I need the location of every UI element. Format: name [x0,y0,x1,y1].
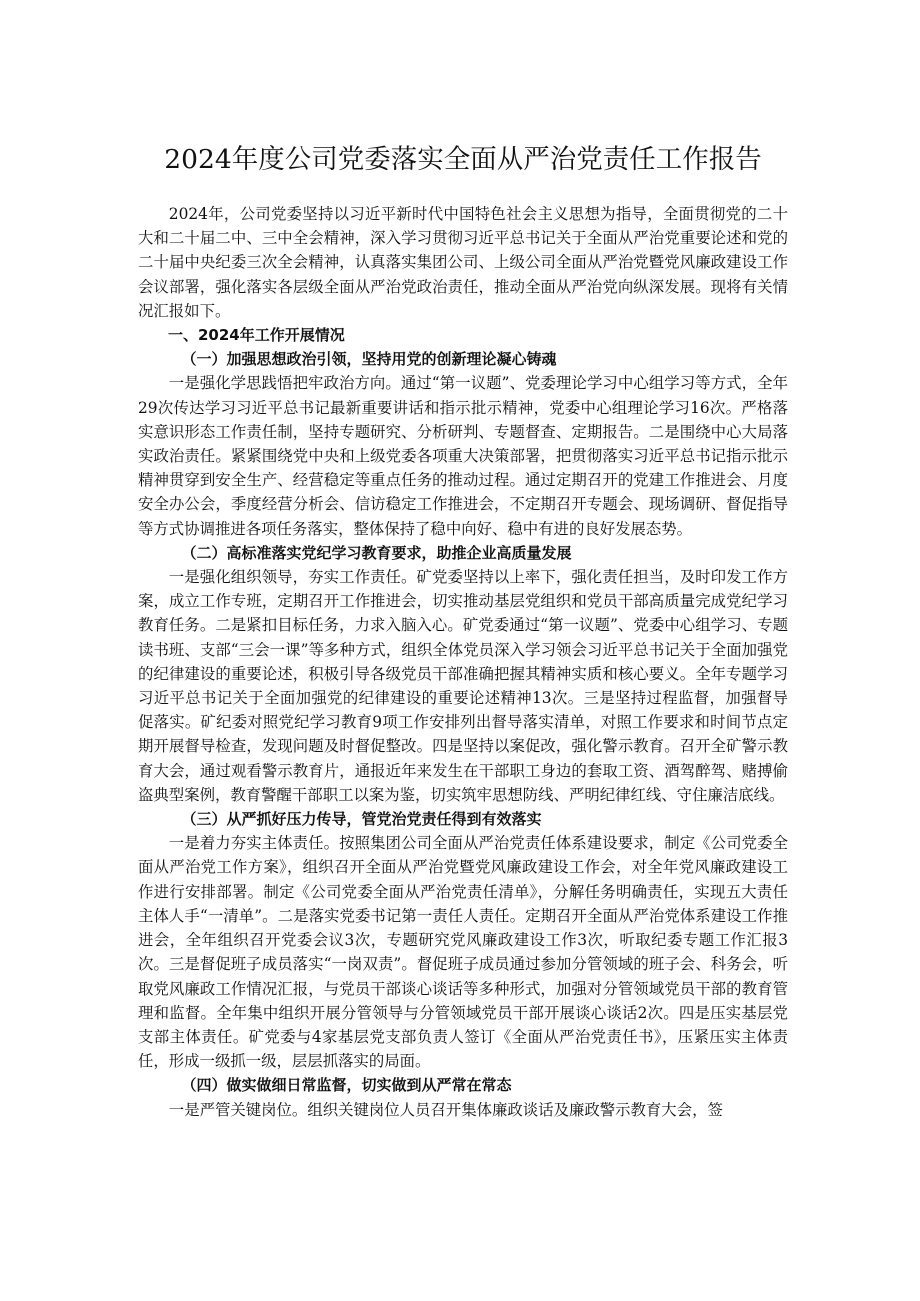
subsection-heading-3: （三）从严抓好压力传导，管党治党责任得到有效落实 [181,810,542,829]
document-page [138,140,788,1122]
subsection-heading-4: （四）做实做细日常监督，切实做到从严常在常态 [181,1076,512,1095]
subsection-body-1: 一是强化学思践悟把牢政治方向。通过“第一议题”、党委理论学习中心组学习等方式，全年29次传达学习习近平总书记最新重要讲话和指示批示精神，党委中心组理论学习16次。严格落实意识形态工作责任制，坚持专题研究、分析研判、专题督查、定期报告。二是围绕中心大局落实政治责任。紧紧围绕党中央和上级党委各项重大决策部署，把贯彻落实习近平总书记指示批示精神贯穿到安全生产、经营稳定等重点任务的推动过程。通过定期召开的党建工作推进会、月度安全办公会，季度经营分析会、信访稳定工作推进会，不定期召开专题会、现场调研、督促指导等方式协调推进各项任务落实，整体保持了稳中向好、稳中有进的良好发展态势。 [138,374,788,538]
subsection-body-4: 一是严管关键岗位。组织关键岗位人员召开集体廉政谈话及廉政警示教育大会，签 [168,1100,723,1119]
report-title: 2024年度公司党委落实全面从严治党责任工作报告 [164,144,762,175]
section-heading-work-status: 一、2024年工作开展情况 [168,326,345,345]
subsection-body-3: 一是着力夯实主体责任。按照集团公司全面从严治党责任体系建设要求，制定《公司党委全面从严治党工作方案》，组织召开全面从严治党暨党风廉政建设工作会，对全年党风廉政建设工作进行安排部署。制定《公司党委全面从严治党责任清单》，分解任务明确责任，实现五大责任主体人手“一清单”。二是落实党委书记第一责任人责任。定期召开全面从严治党体系建设工作推进会，全年组织召开党委会议3次，专题研究党风廉政建设工作3次，听取纪委专题工作汇报3次。三是督促班子成员落实“一岗双责”。督促班子成员通过参加分管领域的班子会、科务会，听取党风廉政工作情况汇报，与党员干部谈心谈话等多种形式，加强对分管领域党员干部的教育管理和监督。全年集中组织开展分管领导与分管领域党员干部开展谈心谈话2次。四是压实基层党支部主体责任。矿党委与4家基层党支部负责人签订《全面从严治党责任书》，压紧压实主体责任，形成一级抓一级，层层抓落实的局面。 [138,834,788,1071]
subsection-heading-2: （二）高标准落实党纪学习教育要求，助推企业高质量发展 [181,543,572,562]
subsection-heading-1: （一）加强思想政治引领，坚持用党的创新理论凝心铸魂 [181,350,557,369]
subsection-body-2: 一是强化组织领导，夯实工作责任。矿党委坚持以上率下，强化责任担当，及时印发工作方案，成立工作专班，定期召开工作推进会，切实推动基层党组织和党员干部高质量完成党纪学习教育任务。二是紧扣目标任务，力求入脑入心。矿党委通过“第一议题”、党委中心组学习、专题读书班、支部“三会一课”等多种方式，组织全体党员深入学习领会习近平总书记关于全面加强党的纪律建设的重要论述，积极引导各级党员干部准确把握其精神实质和核心要义。全年专题学习习近平总书记关于全面加强党的纪律建设的重要论述精神13次。三是坚持过程监督，加强督导促落实。矿纪委对照党纪学习教育9项工作安排列出督导落实清单，对照工作要求和时间节点定期开展督导检查，发现问题及时督促整改。四是坚持以案促改，强化警示教育。召开全矿警示教育大会，通过观看警示教育片，通报近年来发生在干部职工身边的套取工资、酒驾醉驾、赌搏偷盗典型案例，教育警醒干部职工以案为鉴，切实筑牢思想防线、严明纪律红线、守住廉洁底线。 [138,568,788,804]
intro-paragraph: 2024年，公司党委坚持以习近平新时代中国特色社会主义思想为指导，全面贯彻党的二十大和二十届二中、三中全会精神，深入学习贯彻习近平总书记关于全面从严治党重要论述和党的二十届中央纪委三次全会精神，认真落实集团公司、上级公司全面从严治党暨党风廉政建设工作会议部署，强化落实各层级全面从严治党政治责任，推动全面从严治党向纵深发展。现将有关情况汇报如下。 [138,205,788,320]
